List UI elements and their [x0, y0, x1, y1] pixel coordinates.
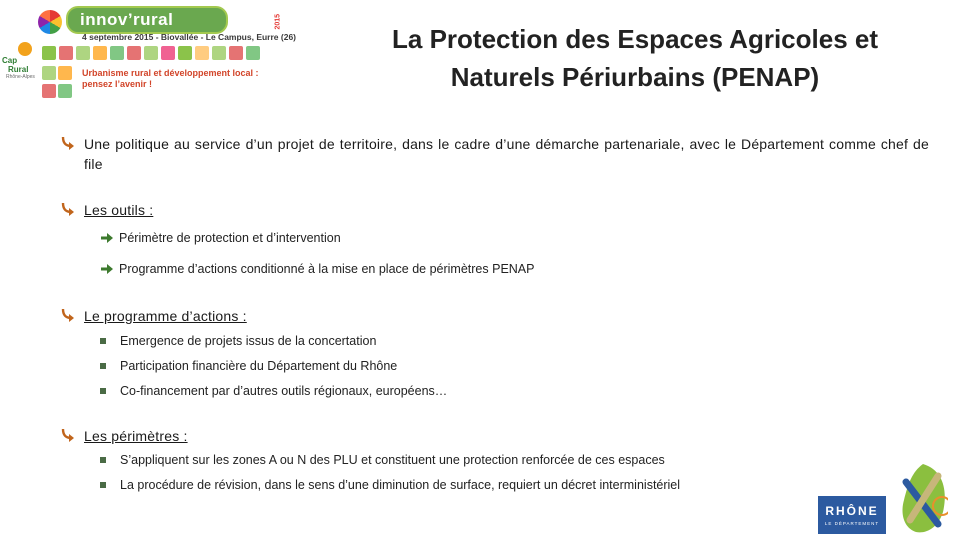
programme-item — [100, 359, 397, 373]
programme-item-text: Emergence de projets issus de la concertation — [120, 334, 377, 348]
cap-rural-text-2: Rural — [8, 65, 29, 74]
tile-icon — [58, 84, 72, 98]
tile-icon — [178, 46, 192, 60]
tile-icon — [161, 46, 175, 60]
square-bullet-icon — [100, 338, 106, 344]
outils-item-text: Programme d’actions conditionné à la mise en place de périmètres PENAP — [119, 262, 535, 276]
tile-icon — [42, 46, 56, 60]
event-banner — [2, 2, 297, 102]
rhone-logo — [818, 496, 886, 534]
square-bullet-icon — [100, 482, 106, 488]
square-bullet-icon — [100, 363, 106, 369]
tile-icon — [42, 84, 56, 98]
innov-rural-logo — [66, 6, 282, 34]
sun-icon — [18, 42, 32, 56]
curved-arrow-icon — [60, 427, 76, 443]
tile-column — [42, 66, 56, 98]
logo-year: 2015 — [274, 13, 282, 30]
perimetres-item-text: La procédure de révision, dans le sens d’une diminution de surface, requiert un décret interministériel — [120, 478, 681, 492]
tile-icon — [195, 46, 209, 60]
programme-heading: Le programme d’actions : — [84, 308, 247, 324]
square-bullet-icon — [100, 388, 106, 394]
outils-item — [100, 231, 341, 245]
rhone-logo-name: RHÔNE — [825, 504, 879, 518]
perimetres-item-text: S’appliquent sur les zones A ou N des PLU et constituent une protection renforcée de ces espaces — [120, 453, 665, 467]
rhone-logo-sub: LE DÉPARTEMENT — [824, 521, 880, 526]
intro-item — [60, 134, 929, 174]
tile-icon — [76, 46, 90, 60]
title-line-2: Naturels Périurbains (PENAP) — [450, 62, 820, 92]
perimetres-item — [100, 478, 680, 492]
outils-item — [100, 262, 535, 276]
cap-rural-text-3: Rhône-Alpes — [6, 74, 35, 80]
tile-icon — [246, 46, 260, 60]
programme-item — [100, 384, 447, 398]
tile-column — [58, 66, 72, 98]
programme-item — [100, 334, 376, 348]
programme-heading-item — [60, 306, 247, 326]
curved-arrow-icon — [60, 135, 76, 151]
tile-icon — [110, 46, 124, 60]
event-date: 4 septembre 2015 - Biovallée - Le Campus, Eurre (26) — [82, 32, 297, 42]
cap-rural-logo — [2, 42, 36, 82]
color-wheel-icon — [38, 10, 62, 34]
tile-icon — [59, 46, 73, 60]
perimetres-item — [100, 453, 665, 467]
tile-icon — [144, 46, 158, 60]
curved-arrow-icon — [60, 201, 76, 217]
slide-title — [330, 20, 940, 96]
tagline-line-2: pensez l’avenir ! — [82, 79, 153, 89]
right-arrow-icon — [100, 263, 114, 275]
perimetres-heading: Les périmètres : — [84, 428, 188, 444]
outils-heading: Les outils : — [84, 202, 154, 218]
tile-icon — [127, 46, 141, 60]
tagline-line-1: Urbanisme rural et développement local : — [82, 68, 259, 78]
intro-text: Une politique au service d’un projet de territoire, dans le cadre d’une démarche partenariale, avec le Département comme chef de file — [84, 136, 929, 172]
title-line-1: La Protection des Espaces Agricoles et — [392, 24, 878, 54]
programme-item-text: Participation financière du Département du Rhône — [120, 359, 398, 373]
outils-heading-item — [60, 200, 153, 220]
logo-text: innov’rural — [80, 10, 174, 29]
tile-icon — [229, 46, 243, 60]
tile-icon — [212, 46, 226, 60]
outils-item-text: Périmètre de protection et d’intervention — [119, 231, 341, 245]
programme-item-text: Co-financement par d’autres outils régionaux, européens… — [120, 384, 448, 398]
tile-row — [42, 46, 260, 60]
cap-rural-text-1: Cap — [2, 56, 18, 65]
perimetres-heading-item — [60, 426, 188, 446]
tile-icon — [58, 66, 72, 80]
tile-icon — [93, 46, 107, 60]
banner-tagline — [82, 68, 259, 90]
tile-icon — [42, 66, 56, 80]
right-arrow-icon — [100, 232, 114, 244]
curved-arrow-icon — [60, 307, 76, 323]
square-bullet-icon — [100, 457, 106, 463]
penap-leaf-logo — [898, 462, 948, 534]
